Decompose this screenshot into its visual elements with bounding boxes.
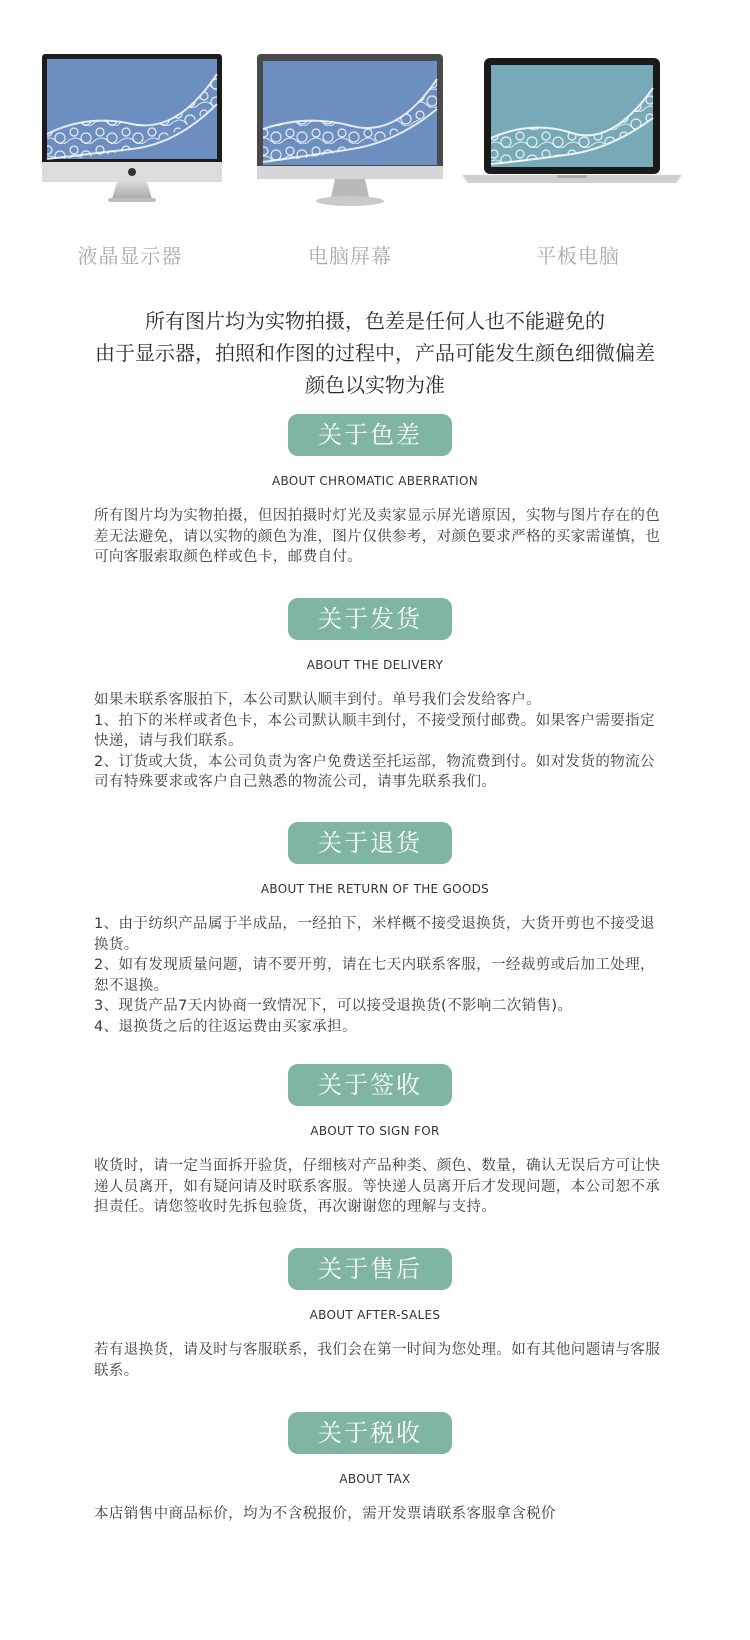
section-subtitle: ABOUT TAX (339, 1472, 411, 1486)
desktop-monitor-icon (257, 54, 443, 208)
section-paragraph: 所有图片均为实物拍摄，但因拍摄时灯光及卖家显示屏光谱原因，实物与图片存在的色差无法避免，请以实物的颜色为准，图片仅供参考，对颜色要求严格的买家需谨慎，也可向客服索取颜色样或色卡，邮费自付。 (94, 508, 661, 565)
section-subtitle: ABOUT CHROMATIC ABERRATION (271, 474, 479, 488)
intro-line: 所有图片均为实物拍摄，色差是任何人也不能避免的 (145, 309, 605, 333)
section-paragraph: 3、现货产品7天内协商一致情况下，可以接受退换货(不影响二次销售)。 (94, 998, 573, 1014)
section-subtitle: ABOUT TO SIGN FOR (310, 1124, 440, 1138)
section-title-badge: 关于售后 (288, 1248, 452, 1290)
laptop-icon (462, 58, 682, 188)
section-subtitle: ABOUT THE RETURN OF THE GOODS (260, 882, 490, 896)
device-showcase (0, 0, 750, 280)
intro-line: 由于显示器，拍照和作图的过程中，产品可能发生颜色细微偏差 (95, 341, 655, 365)
intro-notice (0, 305, 750, 401)
section-body (94, 690, 666, 793)
section-paragraph: 本店销售中商品标价，均为不含税报价，需开发票请联系客服拿含税价 (94, 1506, 556, 1522)
section-paragraph: 1、由于纺织产品属于半成品，一经拍下，米样概不接受退换货，大货开剪也不接受退换货。 (94, 916, 655, 953)
intro-line: 颜色以实物为准 (305, 373, 445, 397)
section-body (94, 1504, 666, 1525)
imac-monitor-icon (42, 54, 222, 204)
device-label-tablet: 平板电脑 (536, 244, 620, 268)
device-label-computer: 电脑屏幕 (308, 244, 392, 268)
section-paragraph: 如果未联系客服拍下，本公司默认顺丰到付。单号我们会发给客户。 (94, 692, 541, 708)
section-paragraph: 若有退换货，请及时与客服联系，我们会在第一时间为您处理。如有其他问题请与客服联系。 (94, 1342, 661, 1379)
section-paragraph: 2、如有发现质量问题，请不要开剪，请在七天内联系客服，一经裁剪或后加工处理，恕不退换。 (94, 957, 655, 994)
section-body (94, 506, 666, 568)
section-subtitle: ABOUT THE DELIVERY (306, 658, 444, 672)
section-paragraph: 收货时，请一定当面拆开验货，仔细核对产品种类、颜色、数量，确认无误后方可让快递人员离开，如有疑问请及时联系客服。等快递人员离开后才发现问题，本公司恕不承担责任。请您签收时先拆包验货，再次谢谢您的理解与支持。 (94, 1158, 661, 1215)
section-title-badge: 关于签收 (288, 1064, 452, 1106)
section-title-badge: 关于退货 (288, 822, 452, 864)
section-paragraph: 1、拍下的米样或者色卡，本公司默认顺丰到付，不接受预付邮费。如果客户需要指定快递，请与我们联系。 (94, 712, 655, 749)
section-body (94, 1156, 666, 1218)
section-body (94, 914, 666, 1037)
section-body (94, 1340, 666, 1381)
section-paragraph: 2、订货或大货，本公司负责为客户免费送至托运部，物流费到付。如对发货的物流公司有特殊要求或客户自己熟悉的物流公司，请事先联系我们。 (94, 753, 655, 790)
device-label-lcd: 液晶显示器 (77, 244, 183, 268)
section-title-badge: 关于税收 (288, 1412, 452, 1454)
section-title-badge: 关于发货 (288, 598, 452, 640)
section-subtitle: ABOUT AFTER-SALES (309, 1308, 441, 1322)
section-paragraph: 4、退换货之后的往返运费由买家承担。 (94, 1018, 357, 1035)
section-title-badge: 关于色差 (288, 414, 452, 456)
